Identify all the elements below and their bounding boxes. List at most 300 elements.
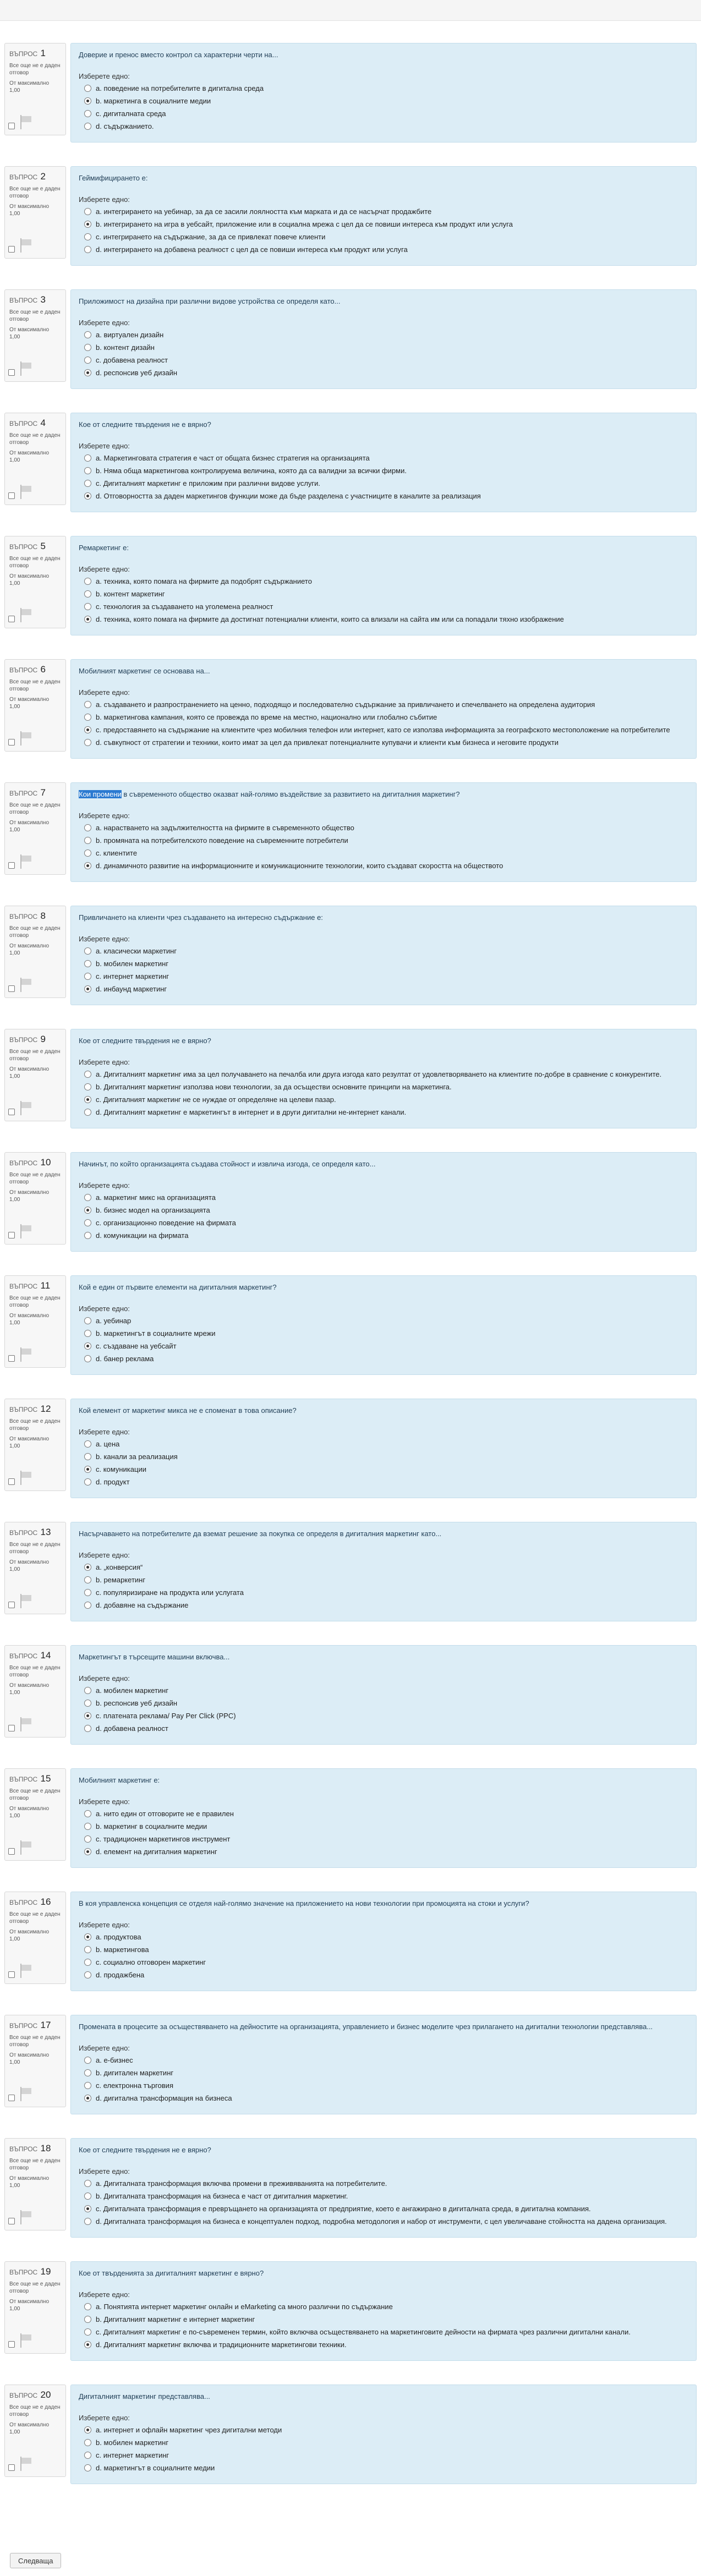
next-page-button[interactable]: Следваща bbox=[10, 2553, 61, 2568]
radio-button[interactable] bbox=[84, 2193, 91, 2200]
answer-option[interactable] bbox=[79, 1218, 689, 1227]
answer-option-label: c. организационно поведение на фирмата bbox=[96, 1219, 236, 1227]
radio-button[interactable] bbox=[84, 1453, 91, 1460]
radio-button[interactable] bbox=[84, 1207, 91, 1214]
answer-option[interactable] bbox=[79, 700, 689, 709]
question-state: Все още не е даден отговор bbox=[9, 1049, 61, 1062]
answer-option[interactable] bbox=[79, 1970, 689, 1980]
answer-option[interactable] bbox=[79, 1341, 689, 1351]
answer-option-label: c. създаване на уебсайт bbox=[96, 1342, 177, 1350]
flag-checkbox[interactable] bbox=[8, 1602, 15, 1608]
answer-option[interactable] bbox=[79, 1070, 689, 1079]
answer-option[interactable] bbox=[79, 1698, 689, 1708]
answer-option[interactable] bbox=[79, 109, 689, 118]
radio-button[interactable] bbox=[84, 1589, 91, 1596]
answer-option[interactable] bbox=[79, 1095, 689, 1104]
answer-option-label: b. бизнес модел на организацията bbox=[96, 1206, 210, 1214]
answer-option[interactable] bbox=[79, 1205, 689, 1215]
flag-icon[interactable] bbox=[18, 978, 32, 992]
answer-option[interactable] bbox=[79, 355, 689, 365]
radio-button[interactable] bbox=[84, 454, 91, 462]
radio-button[interactable] bbox=[84, 1317, 91, 1324]
answer-option[interactable] bbox=[79, 2093, 689, 2103]
radio-button[interactable] bbox=[84, 1576, 91, 1583]
answer-option[interactable] bbox=[79, 1834, 689, 1844]
flag-checkbox[interactable] bbox=[8, 1725, 15, 1731]
radio-button[interactable] bbox=[84, 1109, 91, 1116]
flag-checkbox[interactable] bbox=[8, 246, 15, 253]
radio-button[interactable] bbox=[84, 824, 91, 831]
answer-option-label: d. съвкупност от стратегии и техники, които имат за цел да привлекат потенциалните купувачи и клиенти към бизнеса и неговите продукти bbox=[96, 738, 559, 747]
radio-button[interactable] bbox=[84, 331, 91, 338]
radio-button[interactable] bbox=[84, 1071, 91, 1078]
answer-option[interactable] bbox=[79, 1108, 689, 1117]
answer-option[interactable] bbox=[79, 368, 689, 377]
answer-option[interactable] bbox=[79, 330, 689, 339]
question-state: Все още не е даден отговор bbox=[9, 2158, 61, 2171]
answer-prompt: Изберете едно: bbox=[79, 1058, 130, 1066]
radio-button[interactable] bbox=[84, 1971, 91, 1978]
question-number-value: 1 bbox=[40, 48, 46, 58]
radio-button[interactable] bbox=[84, 726, 91, 733]
question-info bbox=[4, 289, 66, 382]
question-state: Все още не е даден отговор bbox=[9, 1542, 61, 1555]
question-grade bbox=[9, 326, 61, 341]
answer-option[interactable] bbox=[79, 1329, 689, 1338]
answer-option[interactable] bbox=[79, 1822, 689, 1831]
answer-option[interactable] bbox=[79, 1724, 689, 1733]
radio-button[interactable] bbox=[84, 233, 91, 240]
question-content bbox=[70, 166, 697, 266]
marked-out-of-label: От максимално bbox=[9, 943, 50, 949]
answer-option[interactable] bbox=[79, 122, 689, 131]
answer-option[interactable] bbox=[79, 2217, 689, 2226]
question-grade bbox=[9, 1435, 61, 1450]
answer-option[interactable] bbox=[79, 2191, 689, 2201]
answer-option[interactable] bbox=[79, 602, 689, 611]
question-block bbox=[4, 1768, 697, 1892]
answer-option[interactable] bbox=[79, 1193, 689, 1202]
answer-option[interactable] bbox=[79, 2179, 689, 2188]
question-number-value: 5 bbox=[40, 541, 46, 551]
question-text: Мобилният маркетинг се основава на... bbox=[79, 667, 210, 675]
radio-button[interactable] bbox=[84, 123, 91, 130]
answer-option[interactable] bbox=[79, 1465, 689, 1474]
answer-option[interactable] bbox=[79, 232, 689, 242]
question-number bbox=[9, 171, 61, 182]
answer-option[interactable] bbox=[79, 861, 689, 870]
answer-prompt: Изберете едно: bbox=[79, 812, 130, 820]
answer-option[interactable] bbox=[79, 946, 689, 956]
question-text: Кое от твърденията за дигиталният маркетинг е вярно? bbox=[79, 2269, 264, 2277]
answer-option-label: c. дигиталната среда bbox=[96, 109, 166, 118]
radio-button[interactable] bbox=[84, 985, 91, 993]
marked-out-of-label: От максимално bbox=[9, 820, 50, 826]
max-grade-value: 1,00 bbox=[9, 2429, 20, 2435]
answer-option-label: c. комуникации bbox=[96, 1465, 146, 1473]
answer-option[interactable] bbox=[79, 959, 689, 968]
answer-option[interactable] bbox=[79, 2204, 689, 2213]
radio-button[interactable] bbox=[84, 2439, 91, 2446]
answer-option[interactable] bbox=[79, 245, 689, 254]
answer-list bbox=[79, 1686, 689, 1733]
flag-icon[interactable] bbox=[18, 1471, 32, 1485]
answer-option[interactable] bbox=[79, 848, 689, 858]
radio-button[interactable] bbox=[84, 1440, 91, 1448]
answer-option[interactable] bbox=[79, 1847, 689, 1856]
question-block bbox=[4, 1152, 697, 1275]
radio-button[interactable] bbox=[84, 1083, 91, 1090]
flag-icon[interactable] bbox=[18, 1964, 32, 1978]
radio-button[interactable] bbox=[84, 1687, 91, 1694]
max-grade-value: 1,00 bbox=[9, 1813, 20, 1819]
question-block bbox=[4, 1645, 697, 1768]
question-state: Все още не е даден отговор bbox=[9, 186, 61, 199]
flag-checkbox[interactable] bbox=[8, 1971, 15, 1978]
answer-option-label: c. Дигиталният маркетинг е по-съвременен термин, който включва осъществяването на маркетинговите дейности на фирмата чрез различни дигитални канали. bbox=[96, 2328, 631, 2336]
question-block bbox=[4, 782, 697, 906]
radio-button[interactable] bbox=[84, 862, 91, 869]
question-info bbox=[4, 1029, 66, 1121]
question-number bbox=[9, 1280, 61, 1291]
question-info bbox=[4, 536, 66, 628]
flag-controls bbox=[8, 1840, 32, 1855]
flag-checkbox[interactable] bbox=[8, 739, 15, 746]
radio-button[interactable] bbox=[84, 1219, 91, 1226]
radio-button[interactable] bbox=[84, 2205, 91, 2212]
answer-option-label: a. Понятията интернет маркетинг онлайн и eMarketing са много различни по съдържание bbox=[96, 2303, 393, 2311]
radio-button[interactable] bbox=[84, 1330, 91, 1337]
radio-button[interactable] bbox=[84, 85, 91, 92]
flag-icon[interactable] bbox=[18, 1224, 32, 1238]
answer-option[interactable] bbox=[79, 2451, 689, 2460]
question-block bbox=[4, 2138, 697, 2261]
answer-option[interactable] bbox=[79, 1809, 689, 1818]
answer-option-label: d. динамичното развитие на информационните и комуникационните технологии, които създават скоростта на обществото bbox=[96, 862, 503, 870]
radio-button[interactable] bbox=[84, 110, 91, 117]
answer-option-label: a. класически маркетинг bbox=[96, 947, 177, 955]
answer-option[interactable] bbox=[79, 479, 689, 488]
question-content bbox=[70, 43, 697, 142]
radio-button[interactable] bbox=[84, 603, 91, 610]
question-number bbox=[9, 787, 61, 798]
answer-option[interactable] bbox=[79, 1711, 689, 1720]
radio-button[interactable] bbox=[84, 2218, 91, 2225]
flag-icon[interactable] bbox=[18, 1347, 32, 1362]
answer-option[interactable] bbox=[79, 1082, 689, 1092]
question-text: Кое от следните твърдения не е вярно? bbox=[79, 2146, 211, 2154]
radio-button[interactable] bbox=[84, 246, 91, 253]
answer-option-label: b. респонсив уеб дизайн bbox=[96, 1699, 178, 1707]
radio-button[interactable] bbox=[84, 2082, 91, 2089]
answer-option[interactable] bbox=[79, 2315, 689, 2324]
answer-option[interactable] bbox=[79, 823, 689, 832]
answer-option[interactable] bbox=[79, 725, 689, 735]
flag-checkbox[interactable] bbox=[8, 1232, 15, 1238]
answer-option[interactable] bbox=[79, 2056, 689, 2065]
answer-option[interactable] bbox=[79, 207, 689, 216]
radio-button[interactable] bbox=[84, 2057, 91, 2064]
question-info bbox=[4, 2138, 66, 2230]
radio-button[interactable] bbox=[84, 2464, 91, 2471]
answer-option-label: b. Дигиталната трансформация на бизнеса е част от дигиталния маркетинг. bbox=[96, 2192, 348, 2200]
answer-prompt: Изберете едно: bbox=[79, 688, 130, 697]
answer-option[interactable] bbox=[79, 491, 689, 501]
question-block bbox=[4, 289, 697, 413]
flag-icon[interactable] bbox=[18, 2087, 32, 2101]
flag-icon[interactable] bbox=[18, 1840, 32, 1855]
max-grade-value: 1,00 bbox=[9, 2059, 20, 2065]
flag-icon[interactable] bbox=[18, 361, 32, 376]
answer-option[interactable] bbox=[79, 2081, 689, 2090]
answer-prompt: Изберете едно: bbox=[79, 195, 130, 204]
marked-out-of-label: От максимално bbox=[9, 1559, 50, 1565]
answer-option[interactable] bbox=[79, 1231, 689, 1240]
answer-option[interactable] bbox=[79, 84, 689, 93]
answer-option[interactable] bbox=[79, 615, 689, 624]
radio-button[interactable] bbox=[84, 1355, 91, 1362]
answer-option[interactable] bbox=[79, 1563, 689, 1572]
question-number bbox=[9, 1897, 61, 1908]
answer-option[interactable] bbox=[79, 220, 689, 229]
radio-button[interactable] bbox=[84, 960, 91, 967]
flag-checkbox[interactable] bbox=[8, 2095, 15, 2101]
answer-prompt: Изберете едно: bbox=[79, 1181, 130, 1190]
answer-option[interactable] bbox=[79, 836, 689, 845]
radio-button[interactable] bbox=[84, 837, 91, 844]
question-state: Все още не е даден отговор bbox=[9, 63, 61, 76]
question-content bbox=[70, 1275, 697, 1375]
answer-option-label: b. маркетинга в социалните медии bbox=[96, 97, 211, 105]
question-state: Все още не е даден отговор bbox=[9, 432, 61, 446]
flag-checkbox[interactable] bbox=[8, 1478, 15, 1485]
radio-button[interactable] bbox=[84, 2426, 91, 2434]
radio-button[interactable] bbox=[84, 2095, 91, 2102]
marked-out-of-label: От максимално bbox=[9, 2175, 50, 2182]
radio-button[interactable] bbox=[84, 739, 91, 746]
flag-icon[interactable] bbox=[18, 115, 32, 129]
answer-option[interactable] bbox=[79, 96, 689, 106]
max-grade-value: 1,00 bbox=[9, 1197, 20, 1203]
radio-button[interactable] bbox=[84, 2452, 91, 2459]
answer-option-label: c. популяризиране на продукта или услугата bbox=[96, 1588, 244, 1597]
flag-icon[interactable] bbox=[18, 485, 32, 499]
answer-list bbox=[79, 1809, 689, 1856]
flag-icon[interactable] bbox=[18, 2210, 32, 2224]
answer-prompt: Изберете едно: bbox=[79, 72, 130, 80]
radio-button[interactable] bbox=[84, 590, 91, 598]
answer-list bbox=[79, 2056, 689, 2103]
question-state: Все още не е даден отговор bbox=[9, 925, 61, 939]
answer-prompt: Изберете едно: bbox=[79, 2167, 130, 2175]
flag-checkbox[interactable] bbox=[8, 492, 15, 499]
answer-option[interactable] bbox=[79, 589, 689, 599]
answer-option[interactable] bbox=[79, 453, 689, 463]
answer-option[interactable] bbox=[79, 2340, 689, 2349]
question-state: Все още не е даден отговор bbox=[9, 679, 61, 692]
radio-button[interactable] bbox=[84, 1959, 91, 1966]
question-content bbox=[70, 413, 697, 512]
radio-button[interactable] bbox=[84, 369, 91, 376]
flag-icon[interactable] bbox=[18, 1594, 32, 1608]
radio-button[interactable] bbox=[84, 701, 91, 708]
radio-button[interactable] bbox=[84, 1466, 91, 1473]
marked-out-of-label: От максимално bbox=[9, 573, 50, 579]
answer-option[interactable] bbox=[79, 1945, 689, 1954]
radio-button[interactable] bbox=[84, 1564, 91, 1571]
answer-option[interactable] bbox=[79, 1958, 689, 1967]
question-number-value: 6 bbox=[40, 664, 46, 675]
flag-checkbox[interactable] bbox=[8, 2218, 15, 2224]
radio-button[interactable] bbox=[84, 492, 91, 500]
answer-option[interactable] bbox=[79, 2425, 689, 2435]
question-info bbox=[4, 1645, 66, 1738]
radio-button[interactable] bbox=[84, 1810, 91, 1817]
question-block bbox=[4, 906, 697, 1029]
radio-button[interactable] bbox=[84, 616, 91, 623]
answer-option[interactable] bbox=[79, 1575, 689, 1585]
answer-list bbox=[79, 207, 689, 254]
radio-button[interactable] bbox=[84, 1232, 91, 1239]
radio-button[interactable] bbox=[84, 714, 91, 721]
question-number bbox=[9, 2389, 61, 2400]
radio-button[interactable] bbox=[84, 849, 91, 857]
answer-option[interactable] bbox=[79, 1354, 689, 1363]
question-number bbox=[9, 1404, 61, 1415]
radio-button[interactable] bbox=[84, 467, 91, 474]
radio-button[interactable] bbox=[84, 2328, 91, 2336]
radio-button[interactable] bbox=[84, 1712, 91, 1719]
question-grade bbox=[9, 80, 61, 94]
question-block bbox=[4, 166, 697, 289]
radio-button[interactable] bbox=[84, 578, 91, 585]
answer-option[interactable] bbox=[79, 1316, 689, 1325]
answer-prompt: Изберете едно: bbox=[79, 442, 130, 450]
radio-button[interactable] bbox=[84, 1194, 91, 1201]
flag-checkbox[interactable] bbox=[8, 2341, 15, 2348]
flag-icon[interactable] bbox=[18, 1717, 32, 1731]
answer-option[interactable] bbox=[79, 466, 689, 475]
marked-out-of-label: От максимално bbox=[9, 450, 50, 456]
answer-option[interactable] bbox=[79, 972, 689, 981]
answer-option[interactable] bbox=[79, 2463, 689, 2473]
question-grade bbox=[9, 1928, 61, 1943]
answer-option-label: b. Дигиталният маркетинг е интернет маркетинг bbox=[96, 2315, 255, 2323]
answer-prompt: Изберете едно: bbox=[79, 2290, 130, 2299]
answer-option-label: c. интернет маркетинг bbox=[96, 972, 169, 980]
quiz-form bbox=[4, 43, 697, 2508]
radio-button[interactable] bbox=[84, 1342, 91, 1350]
question-text: Ремаркетинг е: bbox=[79, 544, 129, 552]
flag-checkbox[interactable] bbox=[8, 985, 15, 992]
radio-button[interactable] bbox=[84, 221, 91, 228]
radio-button[interactable] bbox=[84, 1835, 91, 1843]
answer-option[interactable] bbox=[79, 2327, 689, 2337]
answer-option[interactable] bbox=[79, 1452, 689, 1461]
radio-button[interactable] bbox=[84, 1725, 91, 1732]
radio-button[interactable] bbox=[84, 1478, 91, 1486]
question-state: Все още не е даден отговор bbox=[9, 309, 61, 322]
question-text: Мобилният маркетинг е: bbox=[79, 1776, 160, 1784]
flag-checkbox[interactable] bbox=[8, 1848, 15, 1855]
radio-button[interactable] bbox=[84, 1096, 91, 1103]
question-number-value: 4 bbox=[40, 418, 46, 428]
answer-option-label: b. контент дизайн bbox=[96, 343, 155, 352]
answer-option[interactable] bbox=[79, 984, 689, 994]
answer-option[interactable] bbox=[79, 2438, 689, 2447]
answer-option[interactable] bbox=[79, 1588, 689, 1597]
flag-icon[interactable] bbox=[18, 2457, 32, 2471]
answer-option[interactable] bbox=[79, 2302, 689, 2311]
radio-button[interactable] bbox=[84, 973, 91, 980]
flag-checkbox[interactable] bbox=[8, 369, 15, 376]
radio-button[interactable] bbox=[84, 97, 91, 105]
radio-button[interactable] bbox=[84, 2303, 91, 2310]
question-state: Все още не е даден отговор bbox=[9, 2281, 61, 2294]
flag-checkbox[interactable] bbox=[8, 1109, 15, 1115]
question-number bbox=[9, 911, 61, 922]
radio-button[interactable] bbox=[84, 1700, 91, 1707]
radio-button[interactable] bbox=[84, 208, 91, 215]
radio-button[interactable] bbox=[84, 357, 91, 364]
flag-icon[interactable] bbox=[18, 2333, 32, 2348]
answer-option[interactable] bbox=[79, 1439, 689, 1449]
radio-button[interactable] bbox=[84, 947, 91, 955]
flag-icon[interactable] bbox=[18, 1101, 32, 1115]
question-info bbox=[4, 2015, 66, 2107]
radio-button[interactable] bbox=[84, 1823, 91, 1830]
answer-option[interactable] bbox=[79, 2068, 689, 2078]
flag-icon[interactable] bbox=[18, 731, 32, 746]
answer-option[interactable] bbox=[79, 738, 689, 747]
radio-button[interactable] bbox=[84, 1933, 91, 1941]
answer-option-label: c. платената реклама/ Pay Per Click (PPC) bbox=[96, 1712, 236, 1720]
flag-checkbox[interactable] bbox=[8, 1355, 15, 1362]
flag-icon[interactable] bbox=[18, 608, 32, 622]
flag-icon[interactable] bbox=[18, 238, 32, 253]
answer-option[interactable] bbox=[79, 577, 689, 586]
answer-option[interactable] bbox=[79, 1477, 689, 1487]
flag-checkbox[interactable] bbox=[8, 2464, 15, 2471]
answer-option[interactable] bbox=[79, 1932, 689, 1942]
answer-option-label: b. мобилен маркетинг bbox=[96, 2438, 169, 2447]
radio-button[interactable] bbox=[84, 2341, 91, 2348]
question-block bbox=[4, 2385, 697, 2508]
radio-button[interactable] bbox=[84, 2316, 91, 2323]
question-info bbox=[4, 1399, 66, 1491]
answer-option[interactable] bbox=[79, 343, 689, 352]
question-state: Все още не е даден отговор bbox=[9, 1172, 61, 1185]
flag-checkbox[interactable] bbox=[8, 862, 15, 869]
answer-option[interactable] bbox=[79, 1686, 689, 1695]
flag-icon[interactable] bbox=[18, 854, 32, 869]
radio-button[interactable] bbox=[84, 344, 91, 351]
radio-button[interactable] bbox=[84, 1602, 91, 1609]
marked-out-of-label: От максимално bbox=[9, 2422, 50, 2428]
radio-button[interactable] bbox=[84, 2180, 91, 2187]
question-label: ВЪПРОС bbox=[9, 1899, 38, 1906]
answer-list bbox=[79, 1932, 689, 1980]
radio-button[interactable] bbox=[84, 2069, 91, 2076]
flag-checkbox[interactable] bbox=[8, 616, 15, 622]
flag-checkbox[interactable] bbox=[8, 123, 15, 129]
answer-option[interactable] bbox=[79, 712, 689, 722]
radio-button[interactable] bbox=[84, 480, 91, 487]
answer-option[interactable] bbox=[79, 1601, 689, 1610]
radio-button[interactable] bbox=[84, 1848, 91, 1855]
radio-button[interactable] bbox=[84, 1946, 91, 1953]
answer-list bbox=[79, 330, 689, 377]
